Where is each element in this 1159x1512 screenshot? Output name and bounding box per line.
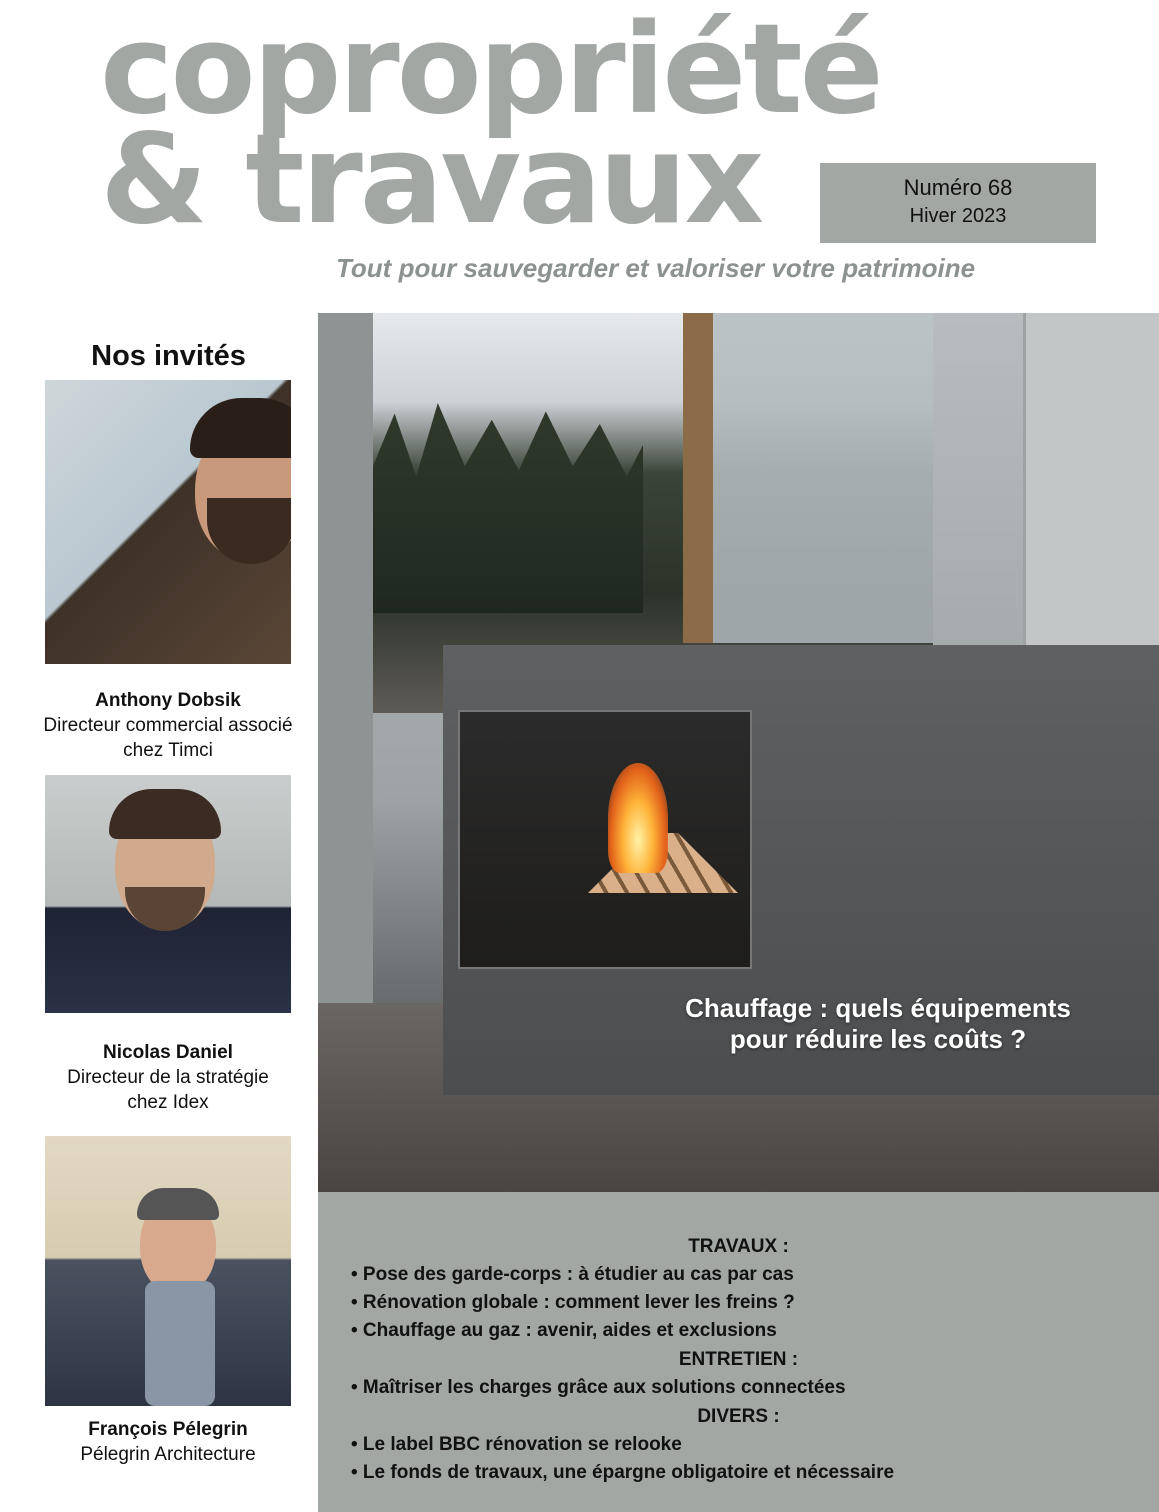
contents-item: • Pose des garde-corps : à étudier au cas par cas (351, 1264, 794, 1285)
guest-name: Nicolas Daniel (103, 1042, 233, 1063)
magazine-title-line2: & travaux (100, 108, 762, 252)
guest-photo-nicolas-daniel (45, 775, 291, 1013)
cover-photo-fireplace (318, 313, 1159, 1192)
cover-headline (658, 993, 1098, 1055)
contents-item: • Chauffage au gaz : avenir, aides et exclusions (351, 1320, 777, 1341)
guest-name: Anthony Dobsik (95, 690, 241, 711)
guest-role: Directeur de la stratégie (67, 1067, 269, 1088)
issue-season: Hiver 2023 (909, 205, 1007, 227)
magazine-title-line1: copropriété (100, 0, 881, 142)
section-title-divers: DIVERS : (697, 1406, 780, 1427)
guests-heading: Nos invités (91, 340, 246, 372)
guest-role: Directeur commercial associé (43, 715, 293, 736)
contents-item: • Le fonds de travaux, une épargne obligatoire et nécessaire (351, 1462, 895, 1483)
contents-item: • Maîtriser les charges grâce aux solutions connectées (351, 1377, 846, 1398)
guest-photo-francois-pelegrin (45, 1136, 291, 1406)
section-title-travaux: TRAVAUX : (688, 1236, 789, 1257)
section-title-entretien: ENTRETIEN : (678, 1349, 799, 1370)
guest-role: chez Timci (123, 740, 213, 761)
issue-number: Numéro 68 (903, 175, 1013, 200)
guest-role: Pélegrin Architecture (80, 1444, 256, 1465)
cover-headline-line1: Chauffage : quels équipements (685, 993, 1071, 1023)
contents-item: • Rénovation globale : comment lever les freins ? (351, 1292, 795, 1313)
issue-box (820, 163, 1096, 243)
guest-name: François Pélegrin (88, 1419, 248, 1440)
guest-photo-anthony-dobsik (45, 380, 291, 664)
contents-item: • Le label BBC rénovation se relooke (351, 1434, 682, 1455)
guest-role: chez Idex (127, 1092, 209, 1113)
tagline: Tout pour sauvegarder et valoriser votre patrimoine (336, 253, 976, 283)
cover-headline-line2: pour réduire les coûts ? (729, 1024, 1027, 1054)
